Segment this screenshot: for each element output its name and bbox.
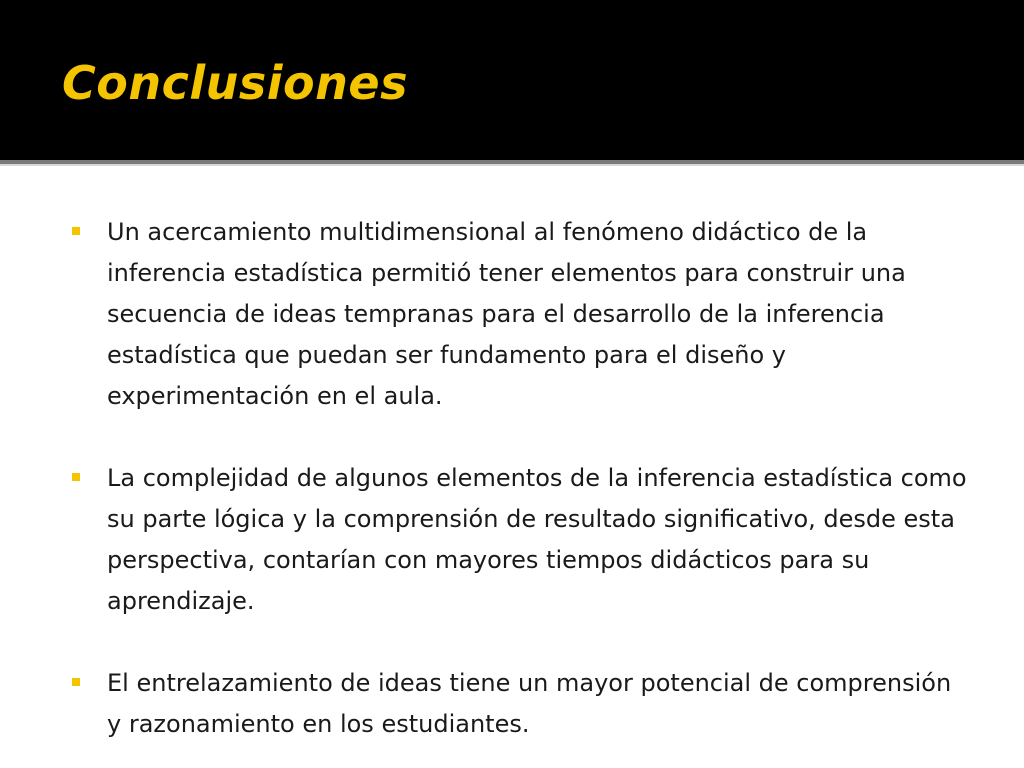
bullet-square-icon <box>72 473 80 481</box>
bullet-square-icon <box>72 678 80 686</box>
slide-title: Conclusiones <box>62 56 408 110</box>
bullet-square-icon <box>72 227 80 235</box>
bullet-text: Un acercamiento multidimensional al fenómeno didáctico de la inferencia estadística permitió tener elementos para construir una secuencia de ideas tempranas para el desarrollo de la inferencia estadística que puedan ser fundamento para el diseño y experimentación en el aula. <box>107 218 906 410</box>
bullet-list <box>70 212 970 745</box>
bullet-text: La complejidad de algunos elementos de la inferencia estadística como su parte lógica y la comprensión de resultado significativo, desde esta perspectiva, contarían con mayores tiempos didácticos para su aprendizaje. <box>107 464 967 615</box>
bullet-item <box>70 663 970 745</box>
bullet-text: El entrelazamiento de ideas tiene un mayor potencial de comprensión y razonamiento en los estudiantes. <box>107 669 952 738</box>
title-bar <box>0 0 1024 160</box>
content-area <box>0 166 1024 768</box>
bullet-item <box>70 458 970 622</box>
bullet-item <box>70 212 970 417</box>
